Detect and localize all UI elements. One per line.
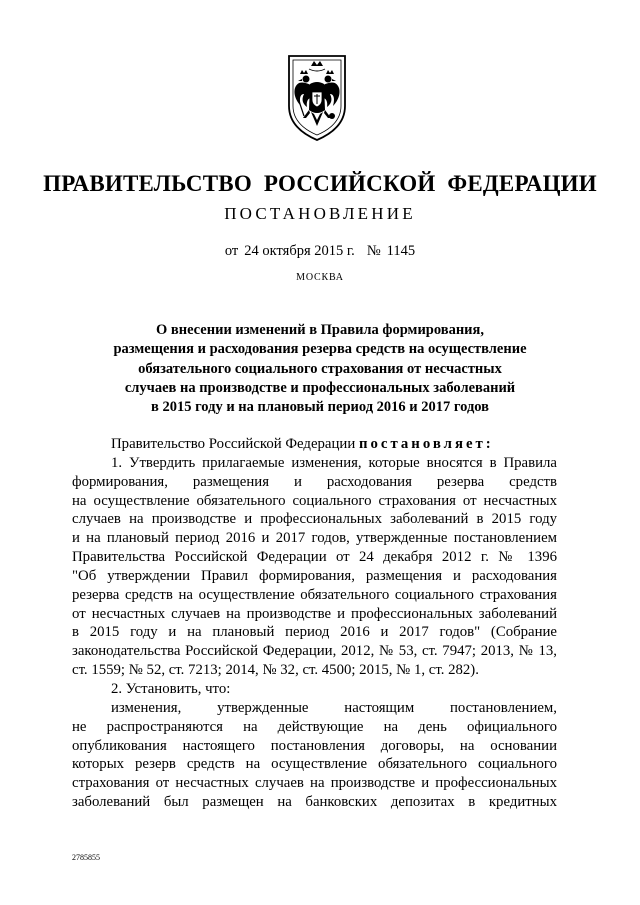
- russian-coat-of-arms-icon: [273, 52, 361, 144]
- document-code: 2785855: [72, 853, 100, 862]
- paragraph-2-line: заболеваний был размещен на банковских депозитах в кредитных: [72, 794, 557, 811]
- paragraph-2-line: опубликования настоящего постановления договоры, на основании: [72, 737, 557, 754]
- document-number: 1145: [386, 243, 416, 259]
- government-title: ПРАВИТЕЛЬСТВО РОССИЙСКОЙ ФЕДЕРАЦИИ: [43, 171, 597, 196]
- paragraph-1-line: случаев на производстве и профессиональных заболеваний в 2015 году: [72, 511, 557, 528]
- city: МОСКВА: [296, 272, 344, 283]
- subject-line: размещения и расходования резерва средств на осуществление: [113, 341, 527, 358]
- paragraph-1-line: на осуществление обязательного социального страхования от несчастных: [72, 492, 557, 509]
- paragraph-1-line: ст. 1559; № 52, ст. 7213; 2014, № 32, ст. 4500; 2015, № 1, ст. 282).: [72, 662, 479, 679]
- paragraph-1-line: в 2015 году и на плановый период 2016 и 2017 годов" (Собрание: [72, 624, 557, 641]
- paragraph-1-line: законодательства Российской Федерации, 2012, № 53, ст. 7947; 2013, № 13,: [72, 643, 557, 660]
- paragraph-2-heading: 2. Установить, что:: [111, 680, 231, 697]
- date-prefix: от: [224, 243, 239, 259]
- preamble-text: Правительство Российской Федерации: [111, 436, 356, 452]
- preamble: [72, 435, 557, 454]
- paragraph-1-line: резерва средств на осуществление обязательного социального страхования: [72, 586, 557, 603]
- document-date: 24 октября 2015 г.: [244, 243, 355, 259]
- paragraph-2-line: страхования от несчастных случаев на производстве и профессиональных: [72, 775, 557, 792]
- number-sign: №: [366, 243, 381, 259]
- paragraph-1-line: формирования, размещения и расходования резерва средств: [72, 473, 557, 490]
- paragraph-2-line: которых резерв средств на осуществление обязательного социального: [72, 756, 557, 773]
- document-subject: [90, 321, 550, 417]
- paragraph-1-line: Правительства Российской Федерации от 24 декабря 2012 г. № 1396: [72, 549, 557, 566]
- paragraph-1-line: и на плановый период 2016 и 2017 годов, утвержденные постановлением: [72, 530, 557, 547]
- paragraph-1-line: "Об утверждении Правил формирования, размещения и расходования: [72, 567, 557, 584]
- decree-word: постановляет:: [358, 436, 494, 452]
- paragraph-2-line: не распространяются на действующие на день официального: [72, 718, 557, 735]
- paragraph-1-line: 1. Утвердить прилагаемые изменения, которые вносятся в Правила: [111, 454, 557, 471]
- subject-line: обязательного социального страхования от несчастных: [138, 360, 502, 377]
- paragraph-1-line: от несчастных случаев на производстве и профессиональных заболеваний: [72, 605, 557, 622]
- document-type: ПОСТАНОВЛЕНИЕ: [224, 204, 416, 223]
- paragraph-2-line: изменения, утвержденные настоящим постановлением,: [111, 699, 557, 716]
- subject-line: О внесении изменений в Правила формирования,: [155, 322, 485, 338]
- document-body: [72, 435, 557, 812]
- subject-line: в 2015 году и на плановый период 2016 и 2017 годов: [150, 399, 489, 416]
- subject-line: случаев на производстве и профессиональных заболеваний: [124, 379, 516, 396]
- document-date-line: [0, 243, 640, 260]
